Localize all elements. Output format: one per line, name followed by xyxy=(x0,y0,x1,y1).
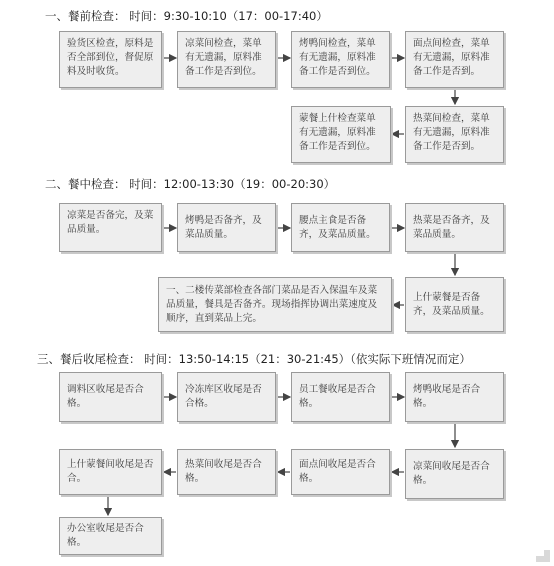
section-2-title: 二、餐中检查： 时间：12:00-13:30（19：00-20:30） xyxy=(45,177,336,191)
s3-mongolian-close: 上什蒙餐间收尾是否合。 xyxy=(59,449,162,495)
s3-pastry-close: 面点间收尾是否合格。 xyxy=(291,449,390,495)
s1-hot-dish-check: 热菜间检查，菜单有无遗漏，原料准备工作是否到。 xyxy=(405,106,504,163)
s2-cold-dish-ready: 凉菜是否备完，及菜品质量。 xyxy=(59,203,162,252)
s2-staple-ready: 腰点主食是否备齐，及菜品质量。 xyxy=(291,203,390,252)
s3-roast-duck-close: 烤鸭收尾是否合格。 xyxy=(405,372,504,422)
section-1-title: 一、餐前检查： 时间：9:30-10:10（17：00-17:40） xyxy=(45,9,328,23)
s3-seasoning-close: 调料区收尾是否合格。 xyxy=(59,372,162,422)
corner-mark-icon xyxy=(536,550,550,562)
s3-freezer-close: 冷冻库区收尾是否合格。 xyxy=(177,372,276,422)
s1-cold-dish-check: 凉菜间检查，菜单有无遗漏，原料准备工作是否到位。 xyxy=(177,31,276,88)
s1-pastry-check: 面点间检查，菜单有无遗漏，原料准备工作是否到。 xyxy=(405,31,504,88)
s1-receiving-check: 验货区检查，原料是否全部到位，督促原料及时收货。 xyxy=(59,31,162,88)
s2-mongolian-ready: 上什蒙餐是否备齐，及菜品质量。 xyxy=(405,277,504,332)
s1-mongolian-check: 蒙餐上什检查菜单有无遗漏，原料准备工作是否到位。 xyxy=(291,106,391,163)
s3-cold-dish-close: 凉菜间收尾是否合格。 xyxy=(405,449,504,499)
s3-hot-dish-close: 热菜间收尾是否合格。 xyxy=(177,449,276,495)
s2-roast-duck-ready: 烤鸭是否备齐，及菜品质量。 xyxy=(177,203,276,252)
s2-runner-check: 一、二楼传菜部检查各部门菜品是否入保温车及菜品质量，餐具是否备齐。现场指挥协调出菜速度及顺序，直到菜品上完。 xyxy=(158,277,392,332)
s2-hot-dish-ready: 热菜是否备齐，及菜品质量。 xyxy=(405,203,504,252)
s1-roast-duck-check: 烤鸭间检查，菜单有无遗漏，原料准备工作是否到位。 xyxy=(291,31,390,88)
s3-staff-meal-close: 员工餐收尾是否合格。 xyxy=(291,372,390,422)
section-3-title: 三、餐后收尾检查： 时间：13:50-14:15（21：30-21:45）（依实际下班情况而定） xyxy=(37,352,471,366)
s3-office-close: 办公室收尾是否合格。 xyxy=(59,517,162,555)
